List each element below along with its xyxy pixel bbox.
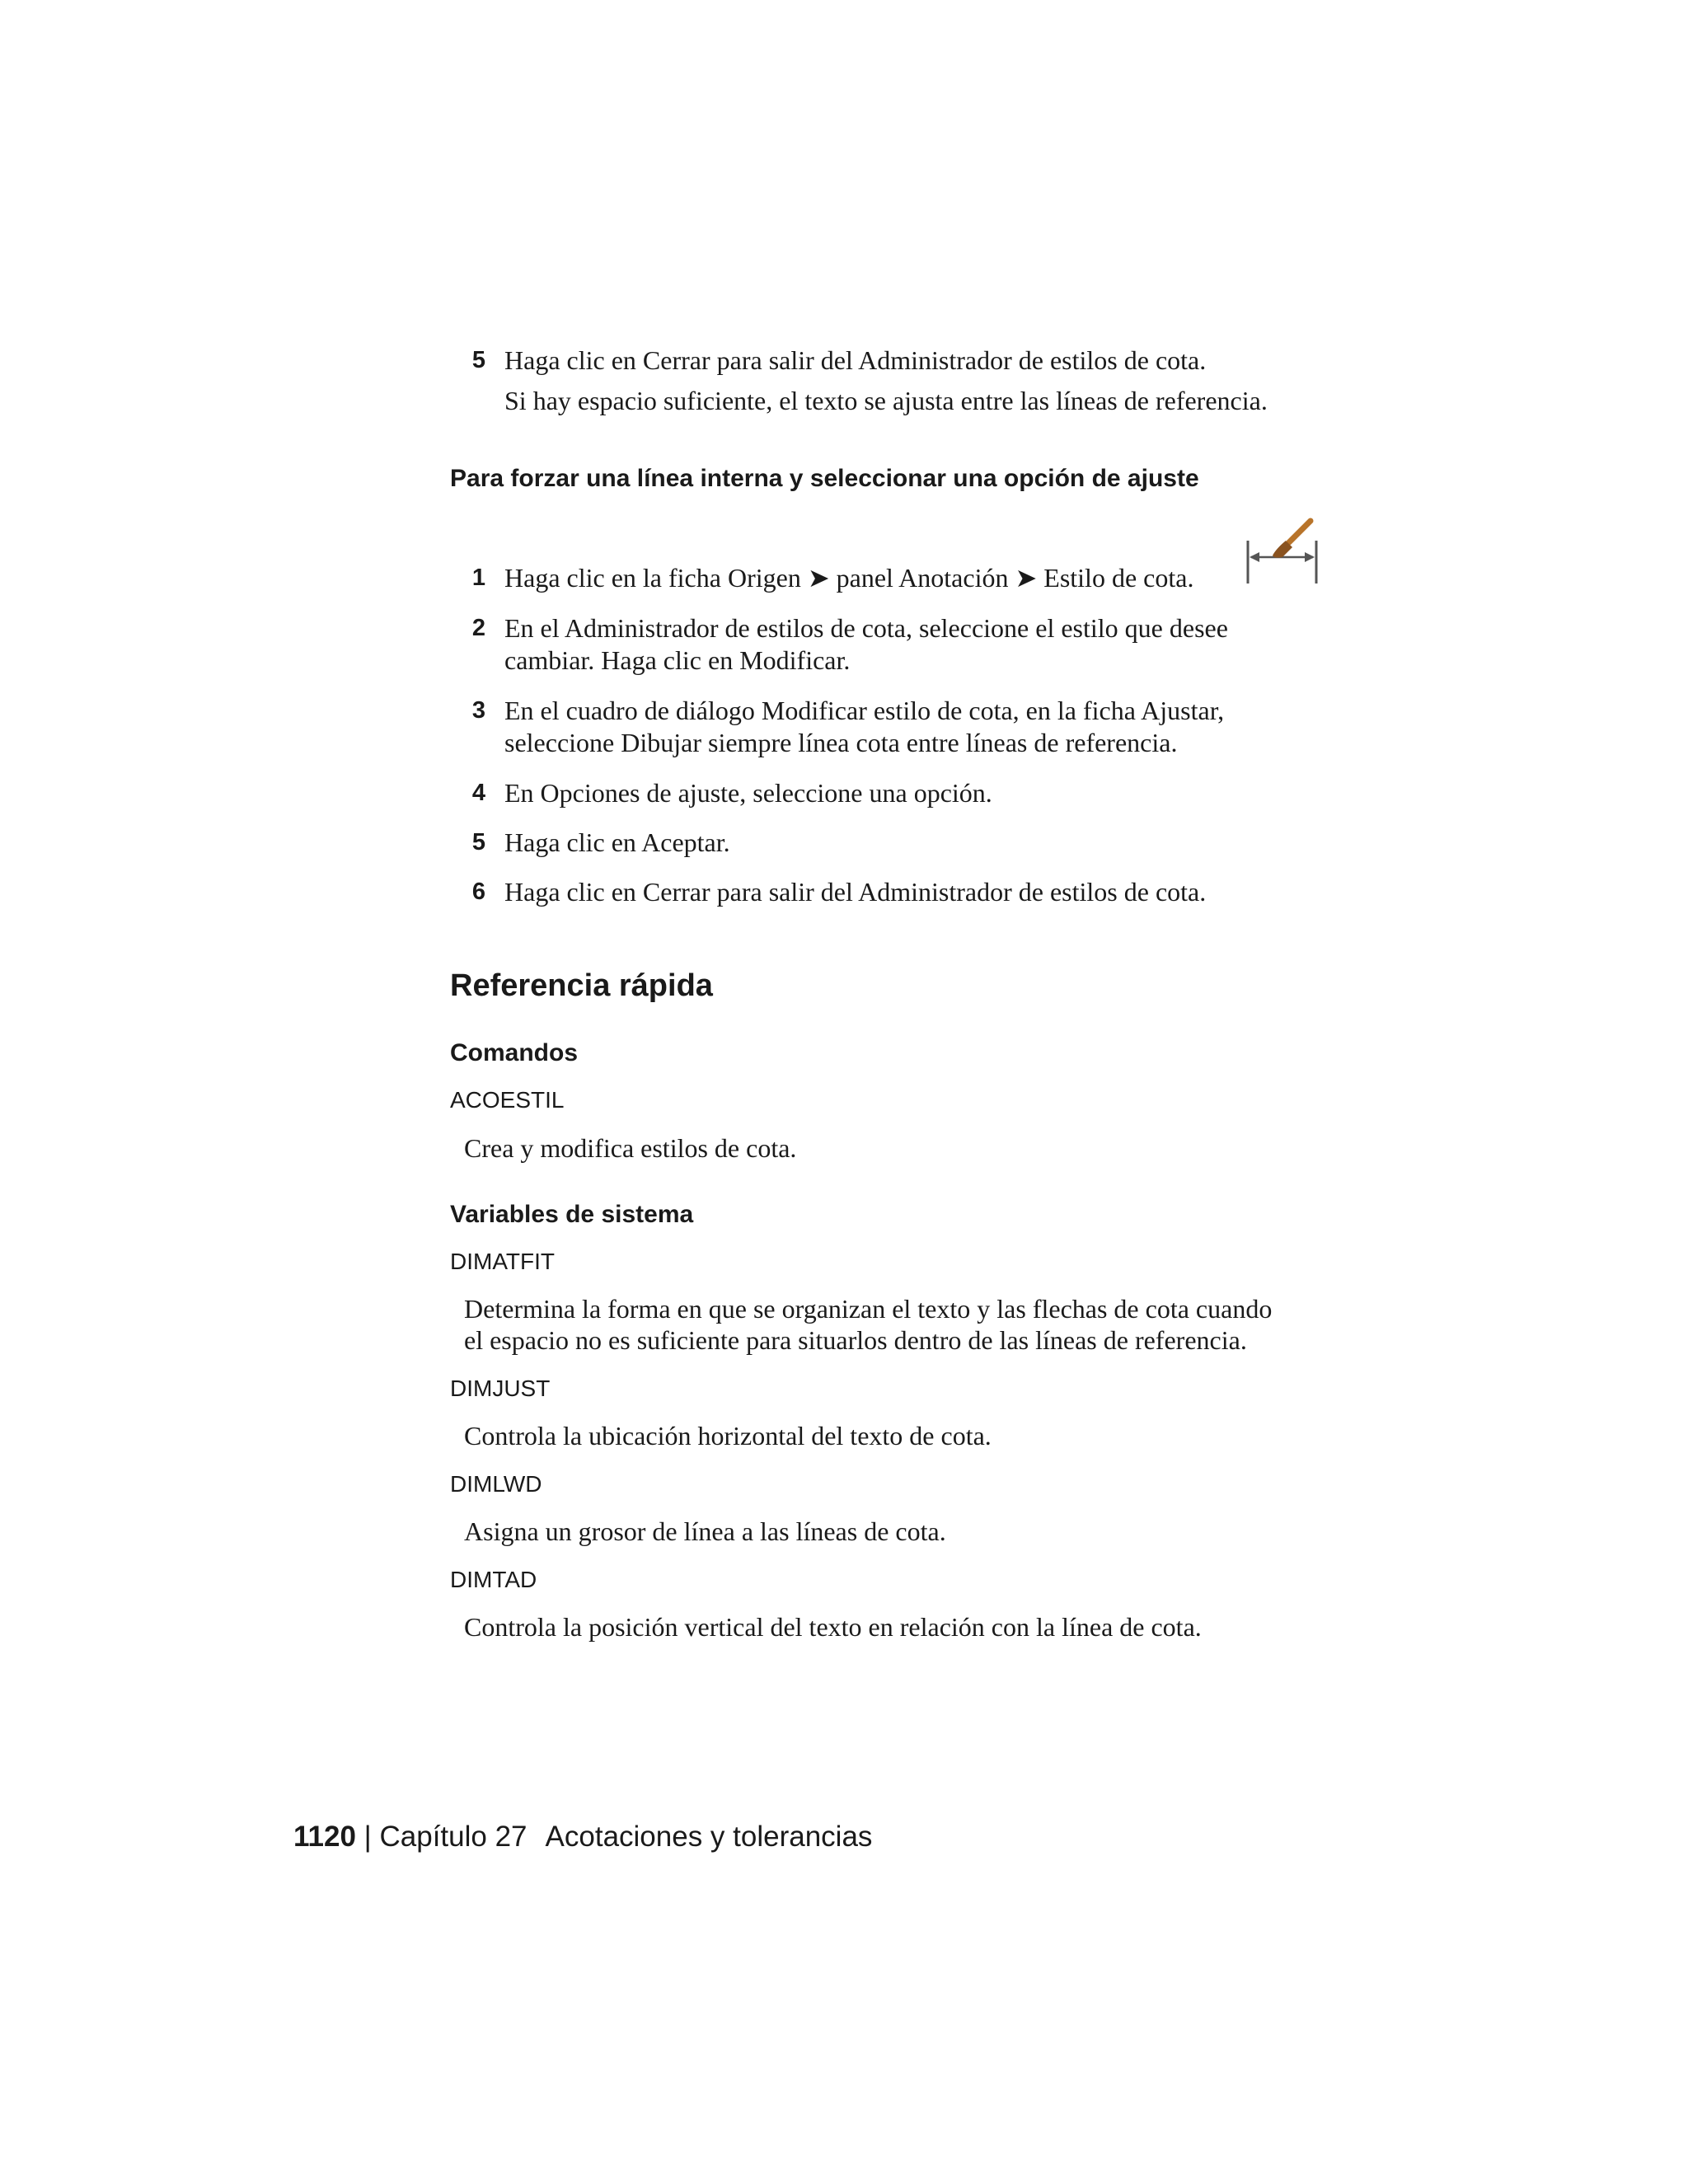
variable-description: Asigna un grosor de línea a las líneas de cota. [464, 1516, 946, 1546]
footer-separator: | [363, 1821, 372, 1853]
step-text: Haga clic en Cerrar para salir del Administrador de estilos de cota. [504, 877, 1207, 907]
page-footer [293, 1820, 872, 1854]
system-variables-heading: Variables de sistema [450, 1201, 694, 1228]
step-text: Haga clic en la ficha Origen ➤ panel Anotación ➤ Estilo de cota. [504, 563, 1194, 593]
step-number: 6 [471, 879, 485, 905]
command-description: Crea y modifica estilos de cota. [464, 1133, 797, 1163]
step-number: 3 [471, 697, 485, 724]
variable-name: DIMLWD [450, 1471, 542, 1497]
chapter-label: Capítulo 27 [379, 1821, 528, 1853]
variable-name: DIMJUST [450, 1376, 551, 1401]
step-text: En Opciones de ajuste, seleccione una opción. [504, 778, 992, 808]
commands-heading: Comandos [450, 1039, 579, 1066]
step-note: Si hay espacio suficiente, el texto se ajusta entre las líneas de referencia. [504, 386, 1268, 415]
step-number: 4 [471, 780, 485, 806]
step-text: Haga clic en Aceptar. [504, 827, 730, 857]
command-name: ACOESTIL [450, 1087, 565, 1113]
variable-description: Controla la posición vertical del texto en relación con la línea de cota. [464, 1612, 1202, 1642]
step-text: Haga clic en Cerrar para salir del Administrador de estilos de cota. [504, 345, 1207, 375]
step-number: 5 [471, 829, 485, 855]
variable-name: DIMTAD [450, 1567, 537, 1592]
variable-description: Determina la forma en que se organizan el texto y las flechas de cota cuando [464, 1294, 1273, 1324]
variable-description: el espacio no es suficiente para situarlos dentro de las líneas de referencia. [464, 1325, 1247, 1355]
variable-description: Controla la ubicación horizontal del texto de cota. [464, 1421, 992, 1451]
step-text: seleccione Dibujar siempre línea cota entre líneas de referencia. [504, 728, 1178, 757]
step-number: 5 [471, 347, 485, 373]
procedure-title: Para forzar una línea interna y seleccionar una opción de ajuste [450, 465, 1199, 492]
step-text: En el cuadro de diálogo Modificar estilo de cota, en la ficha Ajustar, [504, 696, 1225, 725]
step-text: cambiar. Haga clic en Modificar. [504, 645, 851, 675]
step-text: En el Administrador de estilos de cota, seleccione el estilo que desee [504, 613, 1228, 643]
quick-reference-title: Referencia rápida [450, 968, 713, 1003]
variable-name: DIMATFIT [450, 1249, 556, 1274]
step-number: 1 [471, 565, 485, 591]
step-number: 2 [471, 615, 485, 641]
page-number: 1120 [293, 1821, 356, 1853]
chapter-title: Acotaciones y tolerancias [545, 1821, 873, 1853]
